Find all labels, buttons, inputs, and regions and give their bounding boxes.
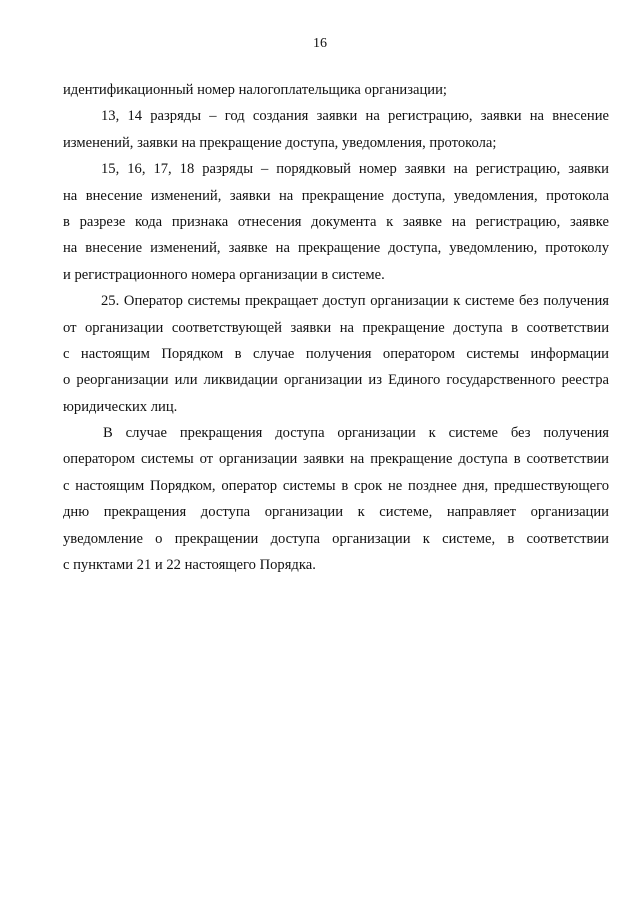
text-line: 13, 14 разряды – год создания заявки на регистрацию, заявки на внесение [101,108,609,125]
text-line: дню прекращения доступа организации к системе, направляет организации [63,504,609,521]
text-line: В случае прекращения доступа организации к системе без получения [103,425,609,442]
page-number: 16 [313,36,327,51]
text-line: о реорганизации или ликвидации организации из Единого государственного реестра [63,372,609,389]
text-line: на внесение изменений, заявке на прекращение доступа, уведомлению, протоколу [63,240,609,257]
text-line: оператором системы от организации заявки на прекращение доступа в соответствии [63,451,609,468]
text-line: и регистрационного номера организации в системе. [63,266,385,283]
text-line: с настоящим Порядком, оператор системы в срок не позднее дня, предшествующего [63,477,609,494]
text-line: изменений, заявки на прекращение доступа, уведомления, протокола; [63,134,497,151]
text-line: с настоящим Порядком в случае получения оператором системы информации [63,345,609,362]
text-line: идентификационный номер налогоплательщика организации; [63,82,447,98]
document-body [63,77,609,578]
text-line: от организации соответствующей заявки на прекращение доступа в соответствии [63,319,609,336]
text-line: 15, 16, 17, 18 разряды – порядковый номер заявки на регистрацию, заявки [101,161,609,178]
text-line: на внесение изменений, заявки на прекращение доступа, уведомления, протокола [63,187,609,204]
text-line: в разрезе кода признака отнесения документа к заявке на регистрацию, заявке [63,213,609,230]
text-line: с пунктами 21 и 22 настоящего Порядка. [63,557,316,574]
text-line: юридических лиц. [63,398,178,415]
text-line: уведомление о прекращении доступа организации к системе, в соответствии [63,530,609,547]
text-line: 25. Оператор системы прекращает доступ организации к системе без получения [101,293,609,310]
